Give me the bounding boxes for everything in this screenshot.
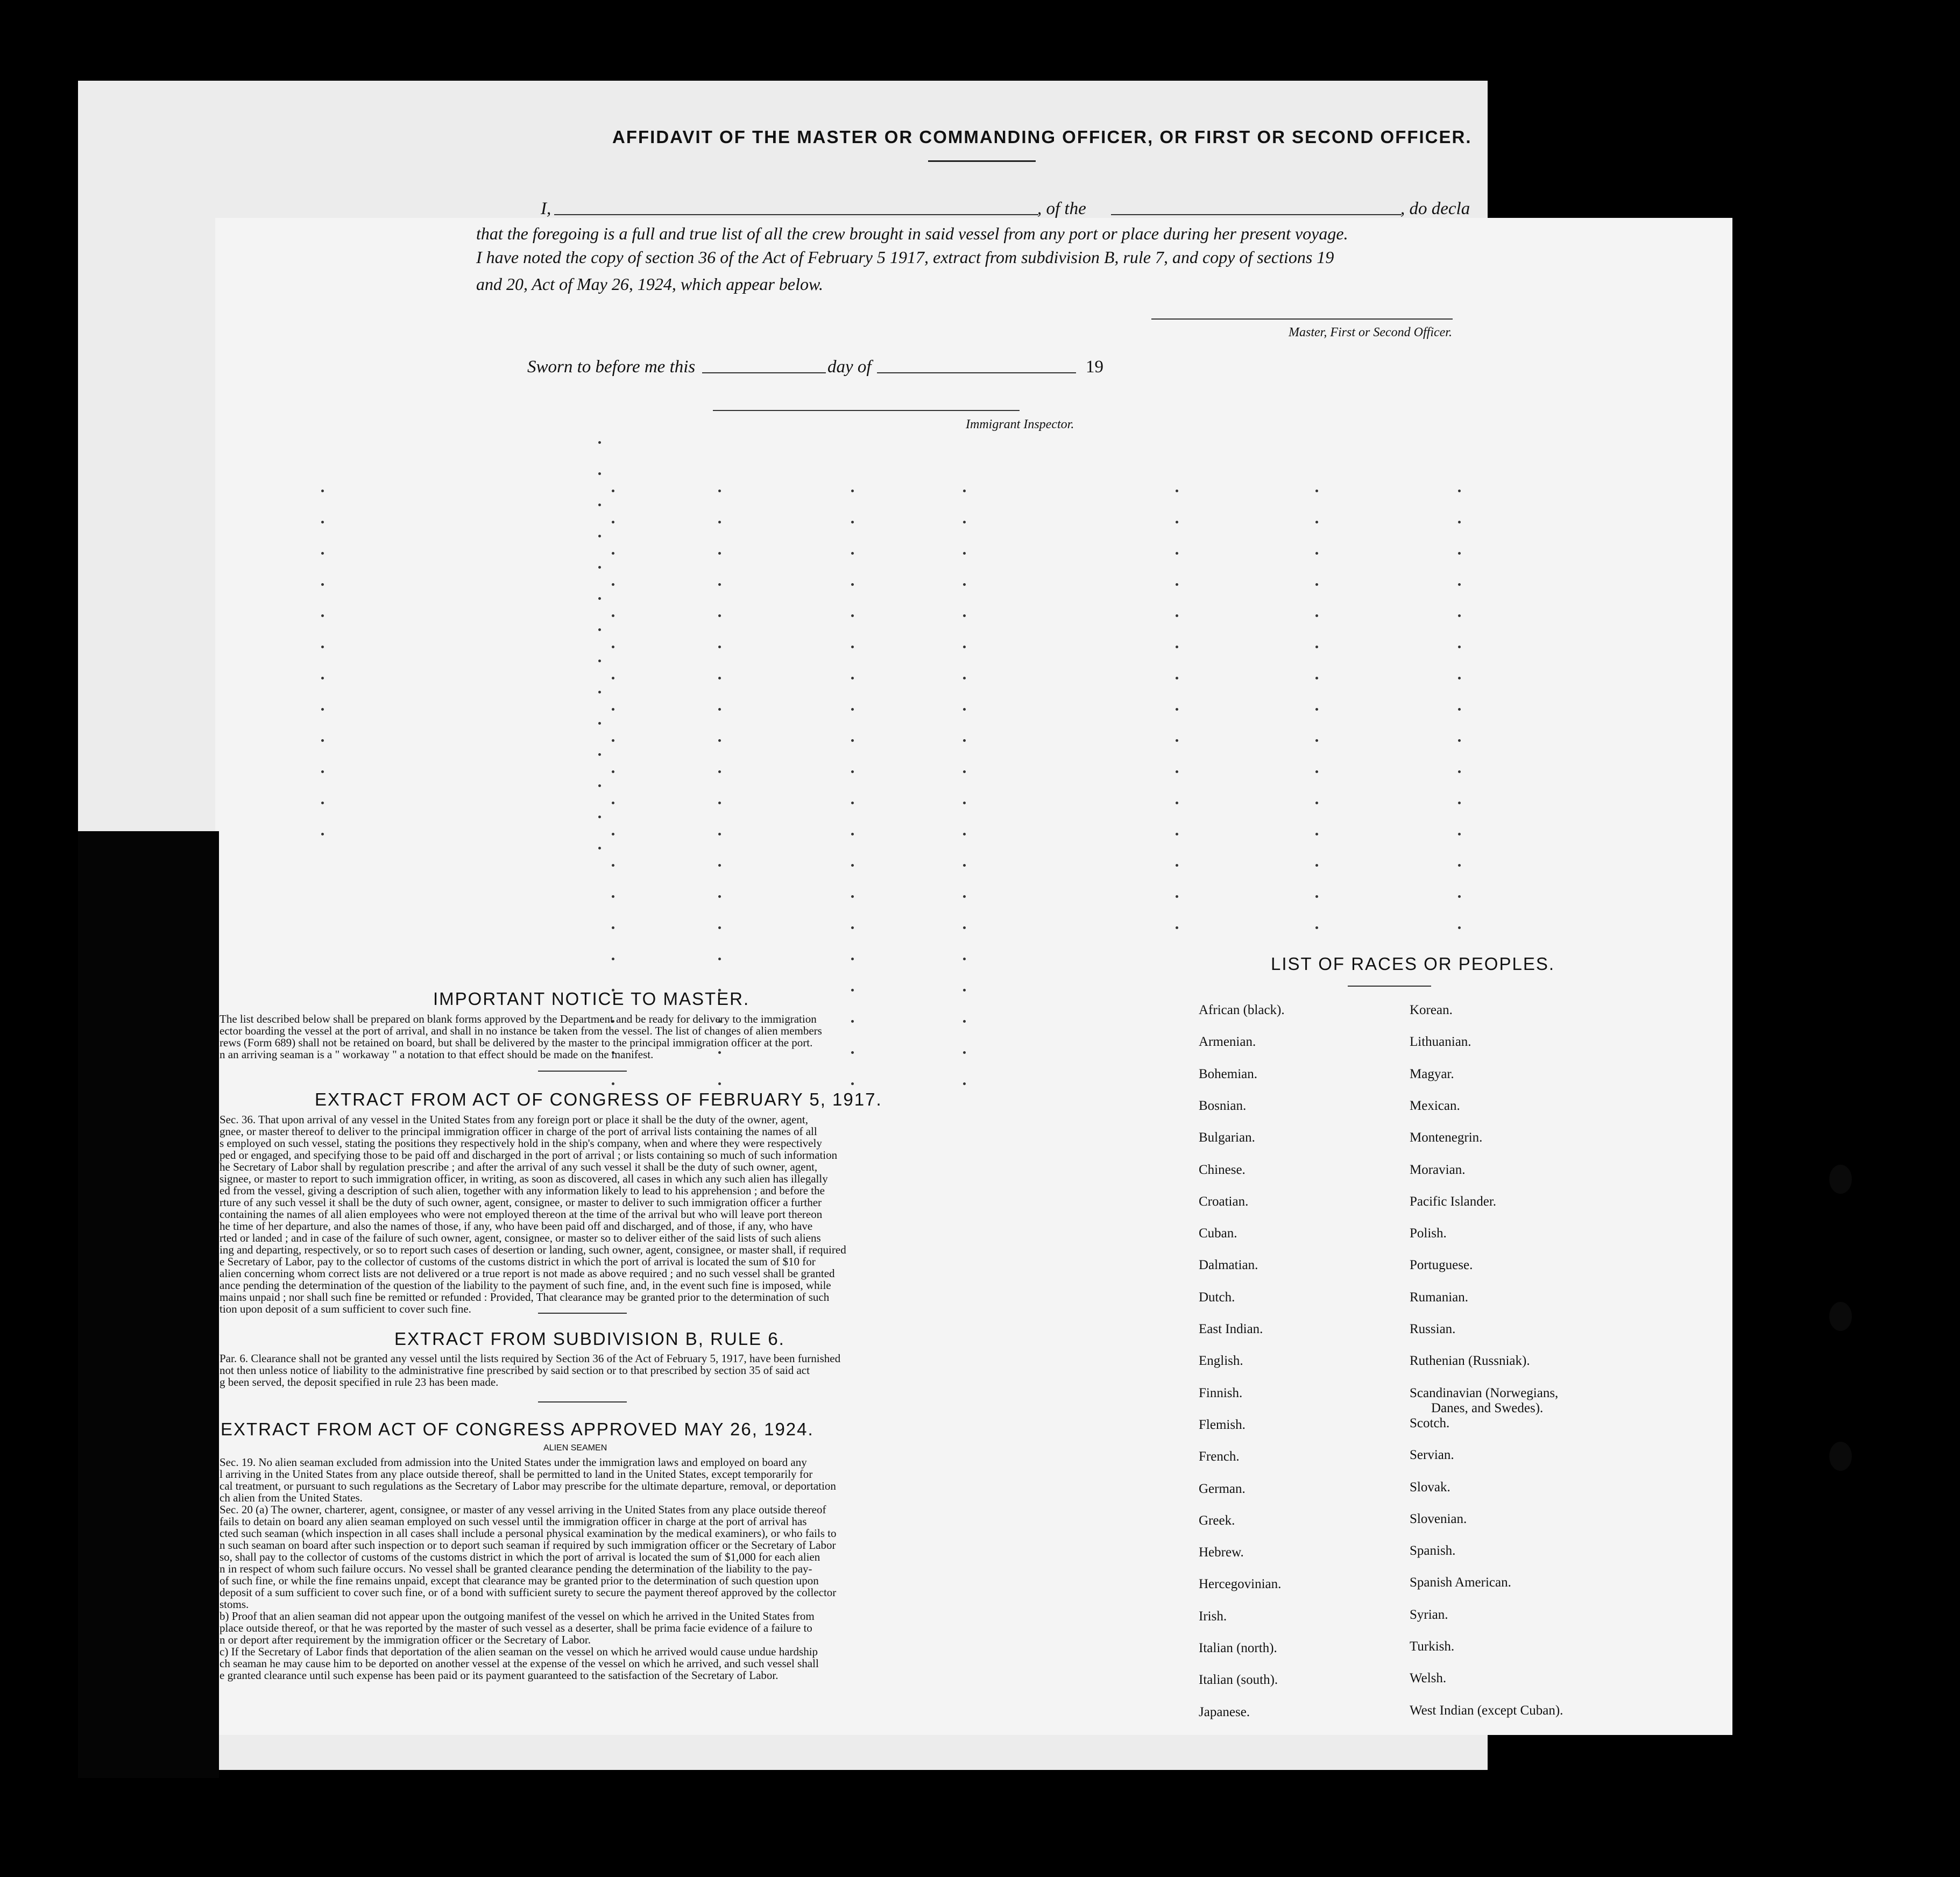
dot-column <box>321 490 324 864</box>
extract-1924-line: ch seaman he may cause him to be deported on another vessel at the expense of the vessel on which he arrived, and such vessel shall <box>220 1657 819 1670</box>
race-item: Polish. <box>1410 1226 1447 1241</box>
race-item: Slovak. <box>1410 1480 1450 1494</box>
race-item: Moravian. <box>1410 1163 1466 1177</box>
affidavit-title: AFFIDAVIT OF THE MASTER OR COMMANDING OFFICER, OR FIRST OR SECOND OFFICER. <box>612 127 1472 147</box>
extract-1924-line: of such fine, or while the fine remains unpaid, except that clearance may be granted prior to the determination of such question upon <box>220 1574 819 1587</box>
name-blank[interactable] <box>554 214 1038 215</box>
extract-1917-line: rted or landed ; and in case of the failure of such owner, agent, consignee, or master so to deliver either of the said lists of such aliens <box>220 1231 821 1244</box>
vessel-blank[interactable] <box>1111 214 1402 215</box>
extract-1924-line: stoms. <box>220 1598 249 1611</box>
extract-1917-title: EXTRACT FROM ACT OF CONGRESS OF FEBRUARY 5, 1917. <box>315 1089 882 1109</box>
race-item: Bosnian. <box>1199 1099 1247 1113</box>
extract-1924-line: cal treatment, or pursuant to such regulations as the Secretary of Labor may prescribe for the ultimate departure, removal, or deportation <box>220 1479 836 1492</box>
race-item: Mexican. <box>1410 1099 1460 1113</box>
extract-1924-subtitle: ALIEN SEAMEN <box>543 1443 607 1453</box>
race-item: Montenegrin. <box>1410 1130 1483 1145</box>
extract-1924-line: place outside thereof, or that he was reported by the master of such vessel as a deserter, shall be prima facie evidence of a failure to <box>220 1621 812 1634</box>
extract-1917-line: Sec. 36. That upon arrival of any vessel in the United States from any foreign port or place it shall be the duty of the owner, agent, <box>220 1113 808 1126</box>
extract-1924-line: deposit of a sum sufficient to cover such fine, or of a bond with sufficient surety to secure the payment thereof approved by the collector <box>220 1586 837 1599</box>
inspector-line[interactable] <box>713 410 1020 411</box>
dot-column <box>598 441 602 878</box>
race-item: Chinese. <box>1199 1163 1246 1177</box>
race-item: Hercegovinian. <box>1199 1577 1282 1591</box>
extract-1917-line: signee, or master to report to such immigration officer, in writing, as soon as discovered, all cases in which any such alien has illegally <box>220 1172 828 1185</box>
race-item: Greek. <box>1199 1513 1235 1528</box>
race-item: English. <box>1199 1354 1243 1368</box>
punch-hole <box>1829 1442 1852 1471</box>
extract-1924-line: Sec. 20 (a) The owner, charterer, agent, consignee, or master of any vessel arriving in the United States from any place outside thereof <box>220 1503 826 1516</box>
notice-body <box>220 1013 943 1060</box>
race-item: Portuguese. <box>1410 1258 1473 1272</box>
race-item: Scotch. <box>1410 1416 1450 1430</box>
race-item: Finnish. <box>1199 1386 1243 1400</box>
notice-line: ector boarding the vessel at the port of arrival, and shall in no instance be taken from the vessel. The list of changes of alien members <box>220 1024 822 1037</box>
race-item: Turkish. <box>1410 1639 1455 1654</box>
extract-1924-line: fails to detain on board any alien seaman employed on such vessel until the immigration officer in charge at the port of arrival has <box>220 1515 807 1528</box>
races-title: LIST OF RACES OR PEOPLES. <box>1271 954 1555 974</box>
affidavit-line1-start: I, <box>541 199 551 218</box>
extract-1924-line: Sec. 19. No alien seaman excluded from admission into the United States under the immigration laws and employed on board any <box>220 1456 807 1469</box>
race-item: Bulgarian. <box>1199 1130 1255 1145</box>
race-item: Russian. <box>1410 1322 1456 1336</box>
punch-hole <box>1829 1302 1852 1331</box>
race-item: Armenian. <box>1199 1035 1256 1049</box>
punch-hole <box>1829 1165 1852 1194</box>
extract-1917-line: rture of any such vessel it shall be the duty of such owner, agent, consignee, or master to deliver to such immigration officer a further <box>220 1196 822 1209</box>
dot-column <box>1315 490 1319 958</box>
race-item: Dalmatian. <box>1199 1258 1258 1272</box>
extract-1917-line: ing and departing, respectively, or so to report such cases of desertion or landing, such owner, agent, consignee, or master shall, if required <box>220 1243 846 1256</box>
notice-line: The list described below shall be prepared on blank forms approved by the Department and be ready for delivery to the immigration <box>220 1012 817 1025</box>
race-item: Pacific Islander. <box>1410 1194 1497 1209</box>
race-item: Flemish. <box>1199 1418 1246 1432</box>
extract-1924-body <box>220 1456 943 1681</box>
notice-title: IMPORTANT NOTICE TO MASTER. <box>433 989 750 1009</box>
race-item: Italian (south). <box>1199 1673 1278 1687</box>
dot-column <box>1176 490 1179 958</box>
sworn-day-blank[interactable] <box>702 372 826 373</box>
race-item: German. <box>1199 1482 1246 1496</box>
signature-line[interactable] <box>1151 318 1453 320</box>
race-item: Cuban. <box>1199 1226 1237 1241</box>
race-item: African (black). <box>1199 1003 1285 1017</box>
extract-1924-line: n such seaman on board after such inspection or to deport such seaman if required by such immigration officer or the Secretary of Labor <box>220 1539 836 1552</box>
extract-rule6-body <box>220 1352 943 1388</box>
race-item: French. <box>1199 1449 1240 1464</box>
race-item: West Indian (except Cuban). <box>1410 1703 1563 1718</box>
extract-1917-body <box>220 1114 943 1315</box>
race-item: Hebrew. <box>1199 1545 1244 1560</box>
inspector-label: Immigrant Inspector. <box>966 417 1074 431</box>
extract-1917-line: ance pending the determination of the question of the liability to the payment of such fine, and, in the event such fine is imposed, while <box>220 1279 831 1292</box>
race-item: Japanese. <box>1199 1705 1250 1719</box>
sworn-mid: day of <box>827 357 872 377</box>
race-item: Welsh. <box>1410 1671 1447 1685</box>
extract-1924-line: n or deport after requirement by the immigration officer or the Secretary of Labor. <box>220 1633 591 1646</box>
race-item: Danes, and Swedes). <box>1431 1401 1544 1415</box>
race-item: Ruthenian (Russniak). <box>1410 1354 1530 1368</box>
extract-1924-title: EXTRACT FROM ACT OF CONGRESS APPROVED MAY 26, 1924. <box>221 1419 814 1439</box>
extract-1917-line: tion upon deposit of a sum sufficient to cover such fine. <box>220 1302 471 1315</box>
extract-1917-line: containing the names of all alien employees who were not employed thereon at the time of the arrival but who will leave port thereon <box>220 1208 823 1221</box>
sworn-year: 19 <box>1086 357 1103 377</box>
extract-1917-line: ed from the vessel, giving a description of such alien, together with any information likely to lead to his apprehension ; and before the <box>220 1184 825 1197</box>
right-border <box>1735 218 1960 1778</box>
title-underline <box>928 160 1036 162</box>
extract-1924-line: ch alien from the United States. <box>220 1491 363 1504</box>
dot-column <box>963 490 966 1114</box>
section-divider <box>538 1401 627 1403</box>
extract-rule6-line: Par. 6. Clearance shall not be granted any vessel until the lists required by Section 36 of the Act of February 5, 1917, have been furnished <box>220 1352 841 1365</box>
extract-1917-line: s employed on such vessel, stating the positions they respectively hold in the ship's company, when and where they were respectively <box>220 1137 822 1150</box>
race-item: Scandinavian (Norwegians, <box>1410 1386 1559 1400</box>
extract-rule6-line: not then unless notice of liability to the administrative fine prescribed by said section or to that prescribed by section 35 of said act <box>220 1364 810 1377</box>
race-item: Dutch. <box>1199 1290 1235 1305</box>
race-item: Spanish. <box>1410 1543 1456 1558</box>
sworn-start: Sworn to before me this <box>527 357 696 377</box>
affidavit-line4: and 20, Act of May 26, 1924, which appear below. <box>476 274 823 294</box>
race-item: Rumanian. <box>1410 1290 1469 1305</box>
affidavit-line1-end: , do decla <box>1400 199 1470 218</box>
extract-1917-line: he time of her departure, and also the names of those, if any, who have been paid off and discharged, and of those, if any, who have <box>220 1220 813 1233</box>
race-item: Irish. <box>1199 1609 1227 1624</box>
affidavit-line1-mid: , of the <box>1037 199 1086 218</box>
extract-1924-line: l arriving in the United States from any place outside thereof, shall be permitted to land in the United States, except temporarily for <box>220 1468 813 1481</box>
extract-1924-line: cted such seaman (which inspection in all cases shall include a personal physical examination by the medical examiners), or who fails to <box>220 1527 837 1540</box>
extract-1924-line: so, shall pay to the collector of customs of the customs district in which the port of arrival is located the sum of $1,000 for each alien <box>220 1550 820 1563</box>
dot-column <box>1458 490 1461 958</box>
extract-1924-line: e granted clearance until such expense has been paid or its payment guaranteed to the satisfaction of the Secretary of Labor. <box>220 1669 779 1682</box>
left-shadow <box>78 831 219 1778</box>
race-item: East Indian. <box>1199 1322 1263 1336</box>
race-item: Italian (north). <box>1199 1641 1277 1655</box>
races-underline <box>1348 986 1431 987</box>
sworn-month-blank[interactable] <box>877 372 1076 373</box>
extract-rule6-line: g been served, the deposit specified in rule 23 has been made. <box>220 1376 499 1389</box>
race-item: Spanish American. <box>1410 1575 1511 1590</box>
extract-1917-line: alien concerning whom correct lists are not delivered or a true report is not made as above required ; and no such vessel shall be granted <box>220 1267 835 1280</box>
race-item: Syrian. <box>1410 1607 1448 1622</box>
race-item: Lithuanian. <box>1410 1035 1471 1049</box>
extract-1917-line: ped or engaged, and specifying those to be paid off and discharged in the port of arrival ; or lists containing so much of such information <box>220 1149 838 1161</box>
notice-line: n an arriving seaman is a " workaway " a notation to that effect should be made on the manifest. <box>220 1048 654 1061</box>
signature-label: Master, First or Second Officer. <box>1289 325 1452 339</box>
race-item: Korean. <box>1410 1003 1453 1017</box>
extract-1917-line: gnee, or master thereof to deliver to the principal immigration officer in charge of the port of arrival lists containing the names of all <box>220 1125 817 1138</box>
extract-1924-line: b) Proof that an alien seaman did not appear upon the outgoing manifest of the vessel on which he arrived in the United States from <box>220 1610 815 1623</box>
affidavit-line3: I have noted the copy of section 36 of the Act of February 5 1917, extract from subdivision B, rule 7, and copy of sections 19 <box>476 247 1334 267</box>
race-item: Servian. <box>1410 1448 1454 1462</box>
race-item: Slovenian. <box>1410 1512 1467 1526</box>
section-divider <box>538 1313 627 1314</box>
extract-1924-line: c) If the Secretary of Labor finds that deportation of the alien seaman on the vessel on which he arrived would cause undue hardship <box>220 1645 818 1658</box>
extract-1917-line: mains unpaid ; nor shall such fine be remitted or refunded : Provided, That clearance may be granted prior to the determination of such <box>220 1291 830 1304</box>
affidavit-line2: that the foregoing is a full and true list of all the crew brought in said vessel from any port or place during her present voyage. <box>476 224 1348 243</box>
extract-rule6-title: EXTRACT FROM SUBDIVISION B, RULE 6. <box>394 1329 785 1349</box>
extract-1917-line: he Secretary of Labor shall by regulation prescribe ; and after the arrival of any such vessel it shall be the duty of such owner, agent, <box>220 1160 818 1173</box>
extract-1924-line: n in respect of whom such failure occurs. No vessel shall be granted clearance pending the determination of the liability to the pay- <box>220 1562 812 1575</box>
race-item: Croatian. <box>1199 1194 1249 1209</box>
section-divider <box>538 1071 627 1072</box>
notice-line: rews (Form 689) shall not be retained on board, but shall be delivered by the master to the principal immigration officer at the port. <box>220 1036 813 1049</box>
extract-1917-line: e Secretary of Labor, pay to the collector of customs of the customs district in which the port of arrival is located the sum of $10 for <box>220 1255 816 1268</box>
race-item: Bohemian. <box>1199 1067 1258 1081</box>
race-item: Magyar. <box>1410 1067 1454 1081</box>
